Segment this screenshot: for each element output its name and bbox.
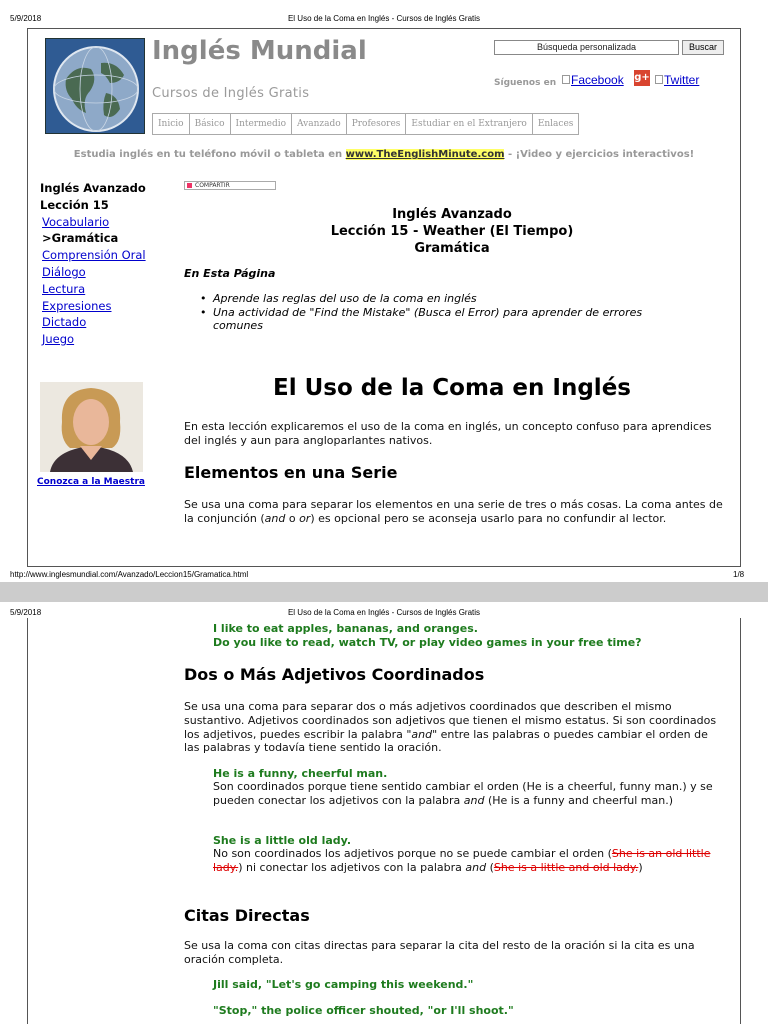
promo-text-before: Estudia inglés en tu teléfono móvil o tableta en xyxy=(73,149,346,160)
teacher-link[interactable]: Conozca a la Maestra xyxy=(37,477,145,487)
sidebar-item-gramatica: >Gramática xyxy=(42,231,119,246)
lesson-level: Inglés Avanzado xyxy=(392,207,512,222)
sidebar-item-juego[interactable]: Juego xyxy=(42,332,75,347)
lesson-header xyxy=(184,206,720,257)
adjectives-paragraph xyxy=(184,700,724,755)
google-plus-icon[interactable]: g+ xyxy=(634,70,650,86)
promo-text-after: - ¡Video y ejercicios interactivos! xyxy=(504,149,695,160)
share-button[interactable]: COMPARTIR xyxy=(184,181,276,190)
broken-image-icon xyxy=(655,75,663,84)
quotes-paragraph: Se usa la coma con citas directas para separar la cita del resto de la oración si la cita es una oración completa. xyxy=(184,939,695,966)
text: ) es opcional pero se aconseja usarlo para no confundir al lector. xyxy=(310,511,667,525)
lesson-section: Gramática xyxy=(414,241,490,256)
text: o xyxy=(285,511,300,525)
text: Son coordinados porque tiene sentido cambiar el orden (He is a cheerful, funny man.) y se pueden conectar los adjetivos con la palabra xyxy=(213,780,713,807)
example-sentence: He is a funny, cheerful man. xyxy=(213,767,388,780)
text: (He is a funny and cheerful man.) xyxy=(484,793,674,807)
text: No son coordinados los adjetivos porque no se puede cambiar el orden ( xyxy=(213,847,612,860)
nav-inicio[interactable]: Inicio xyxy=(153,114,190,134)
text: " entre las palabras o puedes cambiar el orden de las palabras y todavía tiene sentido la oración. xyxy=(184,727,708,755)
strikethrough-text: She is a little and old lady. xyxy=(493,860,639,874)
nav-intermedio[interactable]: Intermedio xyxy=(231,114,293,134)
lesson-title: Lección 15 - Weather (El Tiempo) xyxy=(330,224,574,239)
list-item: • Una actividad de "Find the Mistake" (Busca el Error) para aprender de errores comunes xyxy=(200,306,670,333)
example-sentence: Jill said, "Let's go camping this weekend." xyxy=(213,978,474,991)
print-date: 5/9/2018 xyxy=(10,608,42,617)
text: and xyxy=(465,860,487,874)
print-page-2 xyxy=(0,602,768,1024)
promo-link[interactable]: www.TheEnglishMinute.com xyxy=(345,149,505,160)
example-explanation xyxy=(213,780,713,808)
sidebar-item-dictado[interactable]: Dictado xyxy=(42,315,87,330)
print-doc-title: El Uso de la Coma en Inglés - Cursos de Inglés Gratis xyxy=(287,608,481,617)
teacher-photo[interactable] xyxy=(40,382,143,472)
adjectives-heading: Dos o Más Adjetivos Coordinados xyxy=(184,665,485,684)
print-page-number: 1/8 xyxy=(733,570,745,579)
broken-image-icon xyxy=(562,75,570,84)
nav-estudiar-extranjero[interactable]: Estudiar en el Extranjero xyxy=(406,114,532,134)
example-sentence xyxy=(213,622,642,650)
page-gap xyxy=(0,582,768,602)
text: Se usa una coma para separar dos o más adjetivos coordinados que describen el mismo sustantivo. Adjetivos coordinados son adjetivos que tienen el mismo estatus. Si son coordinados los adjetivos, puedes escribir la palabra " xyxy=(184,700,717,741)
site-title[interactable]: Inglés Mundial xyxy=(152,36,367,66)
list-item: • Aprende las reglas del uso de la coma en inglés xyxy=(200,292,670,306)
print-url: http://www.inglesmundial.com/Avanzado/Leccion15/Gramatica.html xyxy=(10,570,249,579)
text: ) ni conectar los adjetivos con la palabra xyxy=(238,860,466,874)
text: and xyxy=(264,511,286,525)
nav-avanzado[interactable]: Avanzado xyxy=(292,114,347,134)
nav-profesores[interactable]: Profesores xyxy=(347,114,407,134)
search-input[interactable]: Búsqueda personalizada xyxy=(494,40,679,55)
globe-logo-icon[interactable] xyxy=(45,38,145,134)
text: or xyxy=(299,511,311,525)
on-page-list xyxy=(200,292,670,333)
promo-banner xyxy=(0,149,768,160)
sidebar-item-lectura[interactable]: Lectura xyxy=(42,281,86,296)
nav-enlaces[interactable]: Enlaces xyxy=(537,119,574,129)
follow-label: Síguenos en xyxy=(494,78,557,88)
sidebar-heading-lesson: Lección 15 xyxy=(40,197,109,212)
sidebar-item-dialogo[interactable]: Diálogo xyxy=(42,264,86,279)
main-nav xyxy=(152,113,579,135)
sidebar-item-vocabulario[interactable]: Vocabulario xyxy=(42,214,110,229)
print-date: 5/9/2018 xyxy=(10,14,42,23)
text: ) xyxy=(638,860,643,874)
example-sentence: "Stop," the police officer shouted, "or I'll shoot." xyxy=(213,1004,514,1017)
text: and xyxy=(411,727,433,741)
text: and xyxy=(463,793,485,807)
page-title: El Uso de la Coma en Inglés xyxy=(273,375,631,401)
site-subtitle: Cursos de Inglés Gratis xyxy=(152,86,310,101)
sidebar-item-comprension-oral[interactable]: Comprensión Oral xyxy=(42,248,146,263)
text: Do you like to read, watch TV, or play video games in your free time? xyxy=(213,636,642,649)
example-explanation xyxy=(213,847,713,875)
text: Se usa una coma para separar los elementos en una serie de tres o más cosas. La coma antes de la conjunción ( xyxy=(184,498,723,525)
on-page-heading: En Esta Página xyxy=(184,267,276,280)
example-sentence: She is a little old lady. xyxy=(213,834,351,847)
sidebar-item-expresiones[interactable]: Expresiones xyxy=(42,298,112,313)
strikethrough-text: She is an old little lady. xyxy=(213,847,711,874)
text: I like to eat apples, bananas, and oranges. xyxy=(213,622,478,635)
facebook-label: Facebook xyxy=(571,73,624,87)
print-doc-title: El Uso de la Coma en Inglés - Cursos de Inglés Gratis xyxy=(287,14,481,23)
facebook-link[interactable] xyxy=(562,73,624,87)
search-button[interactable]: Buscar xyxy=(682,40,724,55)
sidebar xyxy=(40,180,146,348)
series-heading: Elementos en una Serie xyxy=(184,463,398,482)
text: ( xyxy=(486,860,494,874)
series-paragraph xyxy=(184,498,724,526)
twitter-label: Twitter xyxy=(664,73,700,87)
quotes-heading: Citas Directas xyxy=(184,906,310,925)
nav-basico[interactable]: Básico xyxy=(190,114,231,134)
twitter-link[interactable] xyxy=(655,73,699,87)
sidebar-heading-level: Inglés Avanzado xyxy=(40,181,146,195)
intro-paragraph: En esta lección explicaremos el uso de la coma en inglés, un concepto confuso para aprendices del inglés y aun para angloparlantes nativos. xyxy=(184,420,712,447)
